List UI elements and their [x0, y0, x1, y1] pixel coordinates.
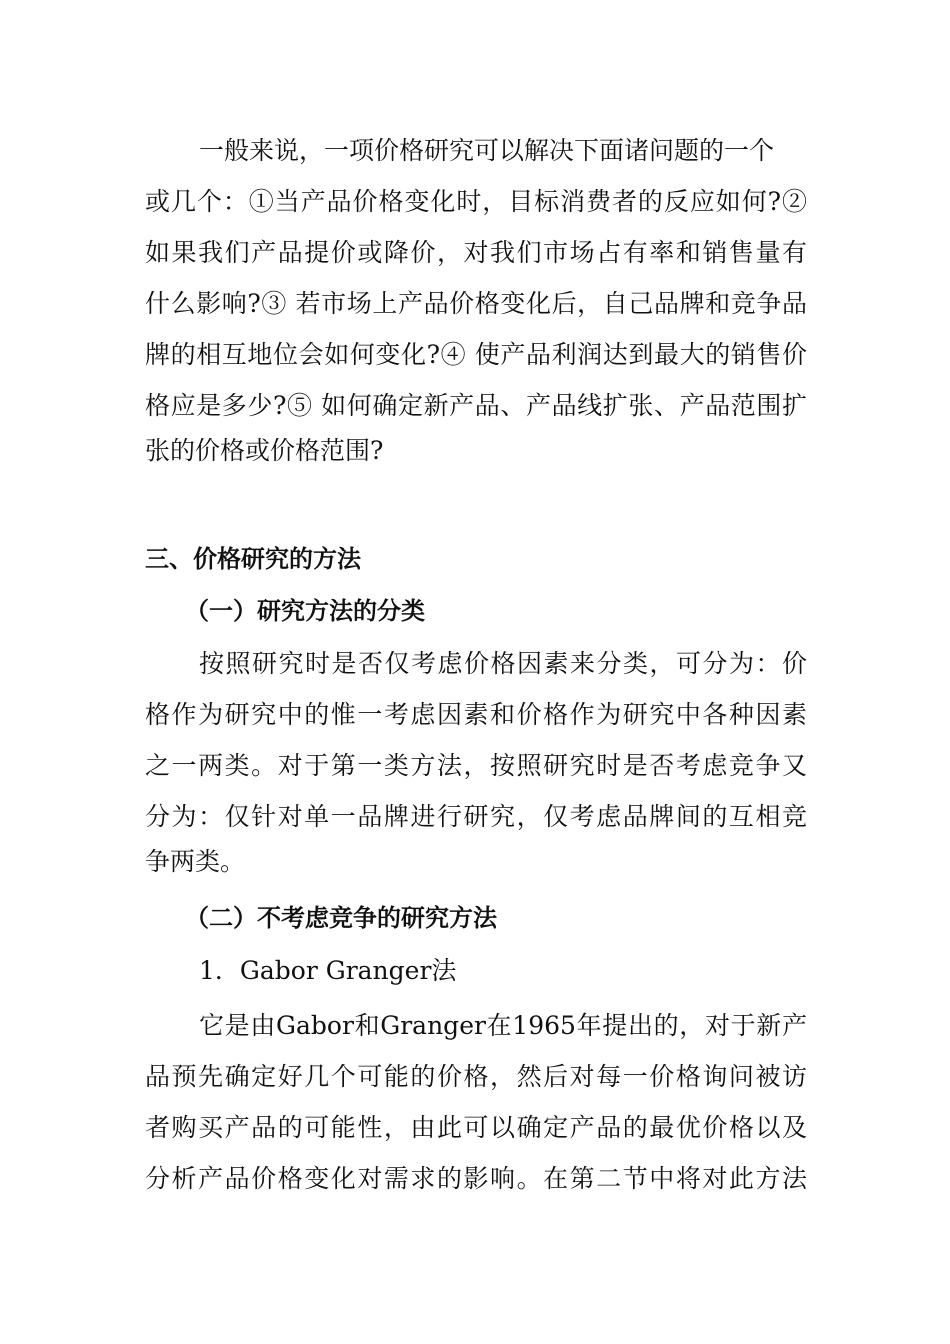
section3-sub2-title: （二）不考虑竞争的研究方法	[185, 904, 497, 932]
sub1-line-5: 争两类。	[145, 847, 246, 876]
paragraph1-line-3: 如果我们产品提价或降价，对我们市场占有率和销售量有	[145, 238, 807, 267]
paragraph1-line-1: 一般来说，一项价格研究可以解决下面诸问题的一个	[199, 136, 775, 165]
paragraph1-line-4: 什么影响?③ 若市场上产品价格变化后，自己品牌和竞争品	[145, 289, 807, 318]
section3-title: 三、价格研究的方法	[145, 545, 361, 573]
paragraph1-line-7: 张的价格或价格范围?	[145, 436, 384, 465]
sub2-item1-title: 1．Gabor Granger法	[199, 956, 457, 985]
sub2-line-2: 品预先确定好几个可能的价格，然后对每一价格询问被访	[145, 1062, 807, 1091]
paragraph1-line-5: 牌的相互地位会如何变化?④ 使产品利润达到最大的销售价	[145, 340, 807, 369]
sub1-line-3: 之一两类。对于第一类方法，按照研究时是否考虑竞争又	[145, 751, 807, 780]
sub2-line-4: 分析产品价格变化对需求的影响。在第二节中将对此方法	[145, 1164, 807, 1193]
sub1-line-2: 格作为研究中的惟一考虑因素和价格作为研究中各种因素	[145, 700, 807, 729]
sub2-line-1: 它是由Gabor和Granger在1965年提出的，对于新产	[199, 1011, 807, 1040]
sub1-line-4: 分为：仅针对单一品牌进行研究，仅考虑品牌间的互相竞	[145, 802, 807, 831]
paragraph1-line-2: 或几个：①当产品价格变化时，目标消费者的反应如何?②	[145, 187, 807, 216]
section3-sub1-title: （一）研究方法的分类	[185, 597, 425, 625]
paragraph1-line-6: 格应是多少?⑤ 如何确定新产品、产品线扩张、产品范围扩	[145, 391, 807, 420]
sub2-line-3: 者购买产品的可能性，由此可以确定产品的最优价格以及	[145, 1113, 807, 1142]
sub1-line-1: 按照研究时是否仅考虑价格因素来分类，可分为：价	[199, 649, 807, 678]
